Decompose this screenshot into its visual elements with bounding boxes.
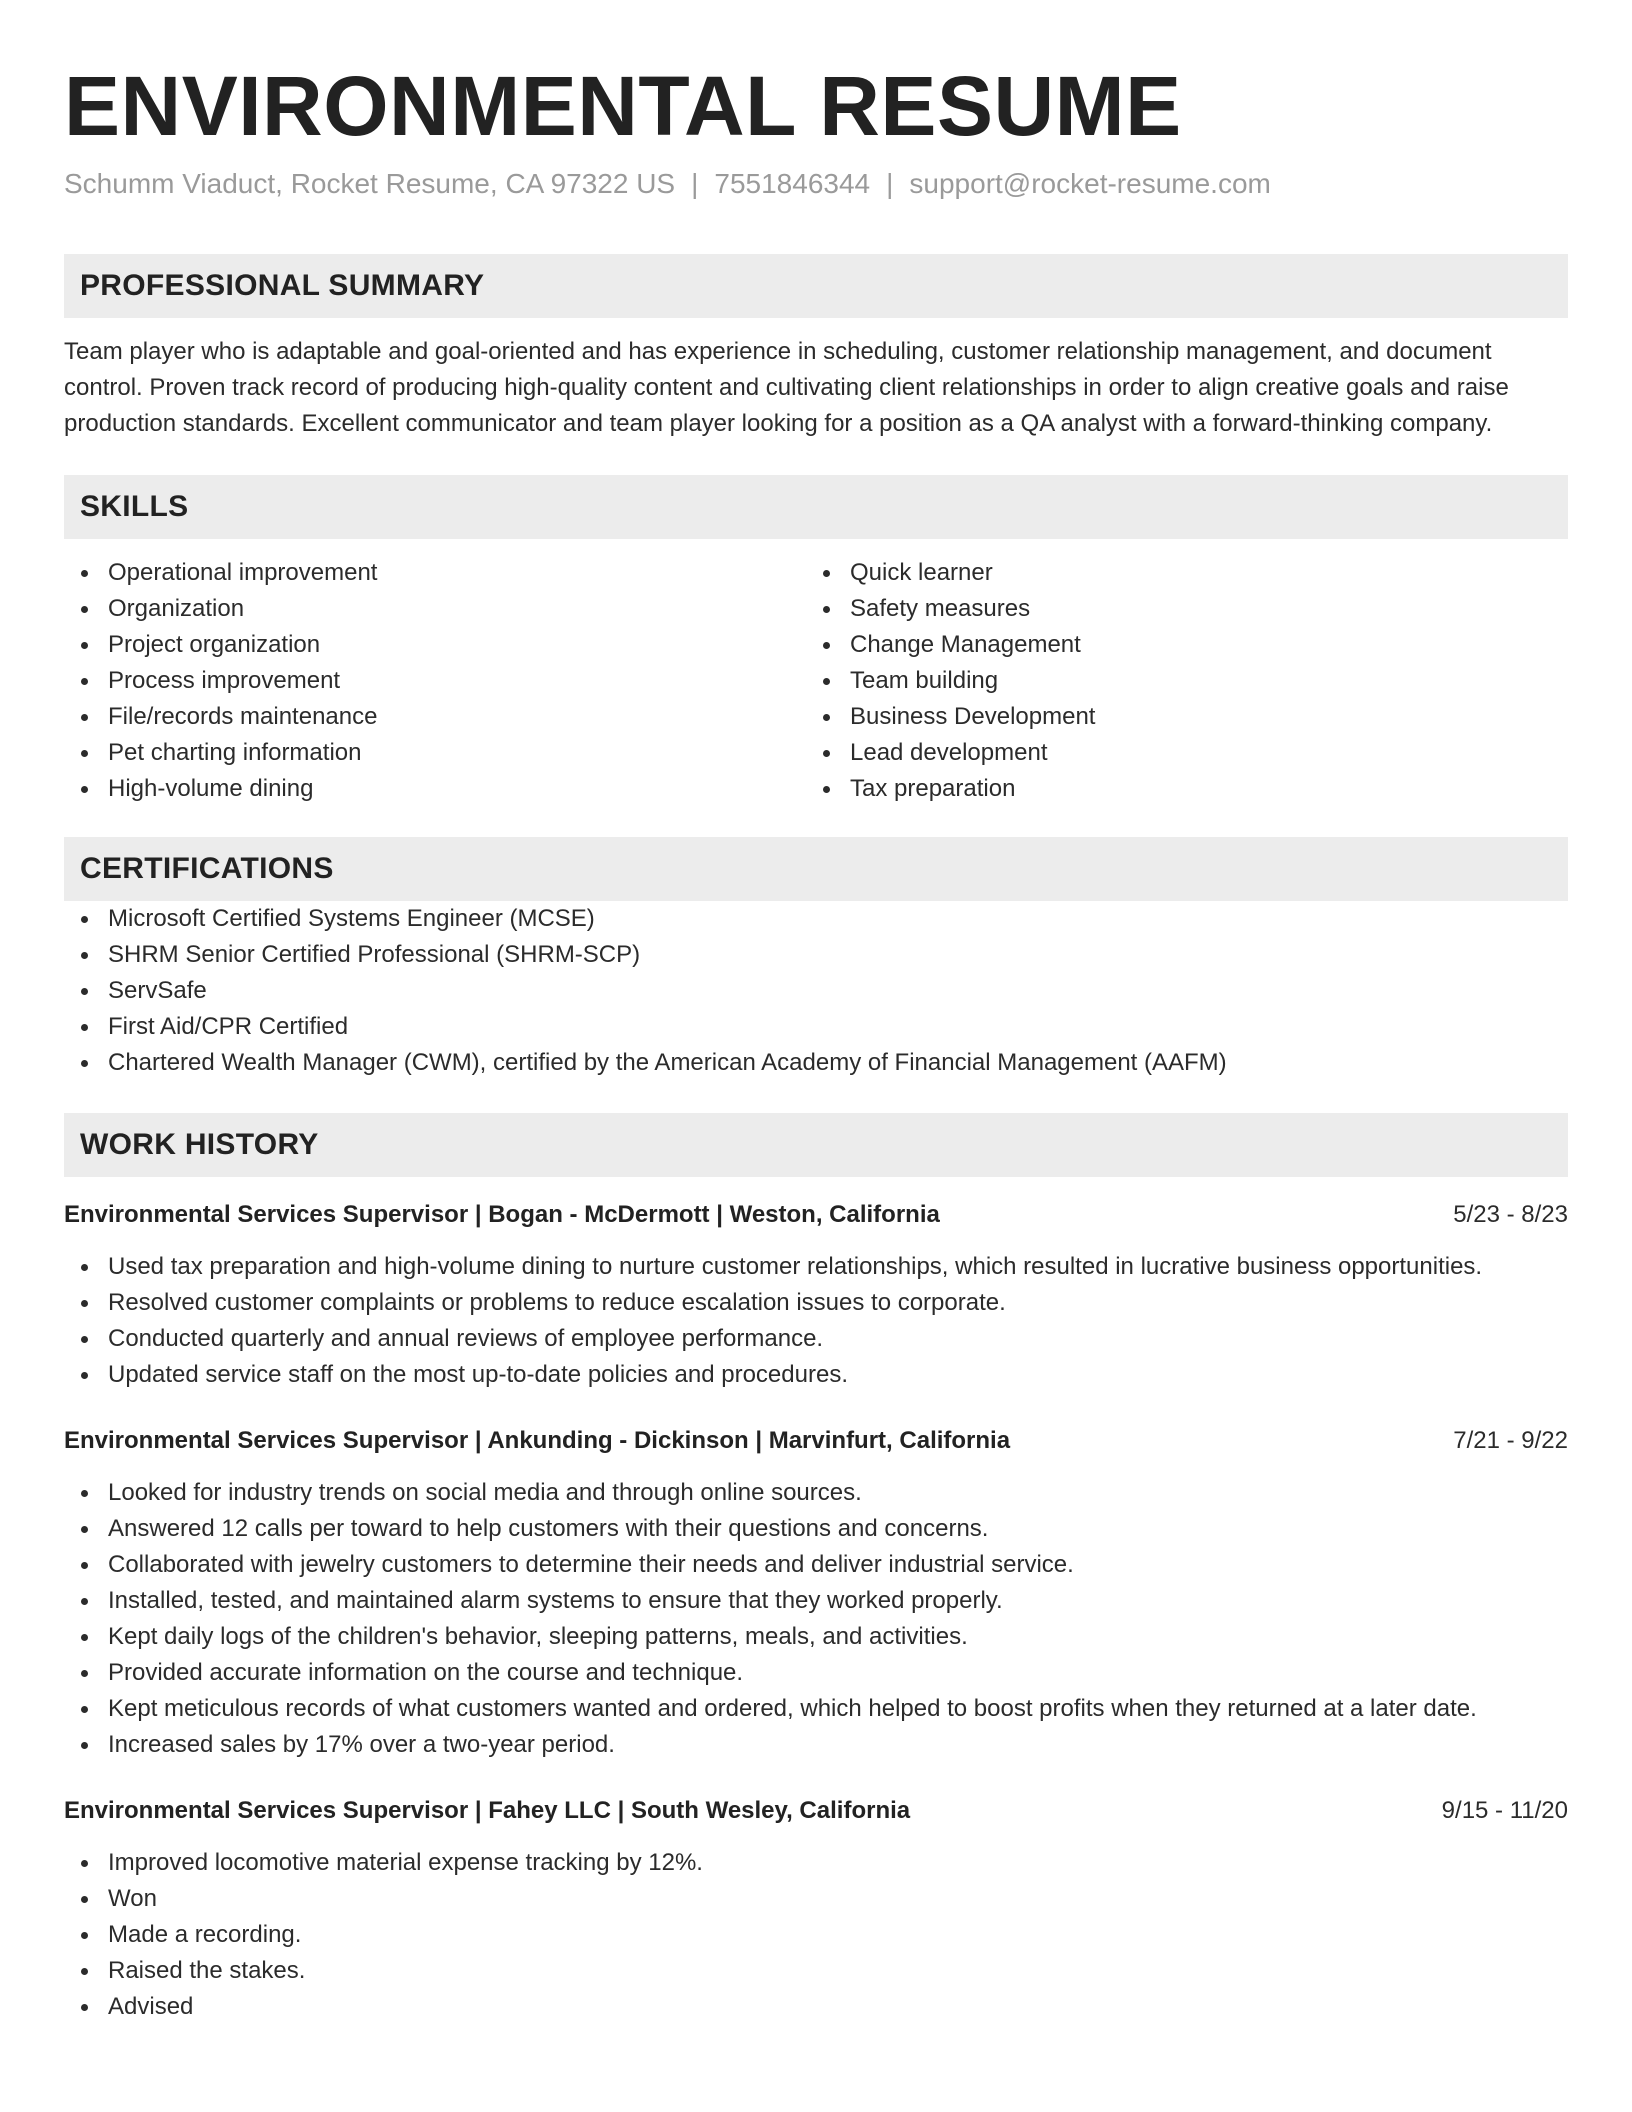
job-bullet: Used tax preparation and high-volume dining to nurture customer relationships, which resulted in lucrative business opportunities. xyxy=(64,1249,1568,1285)
contact-line xyxy=(64,164,1568,204)
job-bullet: Updated service staff on the most up-to-date policies and procedures. xyxy=(64,1357,1568,1393)
job-entry xyxy=(64,1197,1568,1393)
skill-item: Process improvement xyxy=(64,663,806,699)
skill-item: Organization xyxy=(64,591,806,627)
skill-item: Safety measures xyxy=(806,591,1548,627)
job-header xyxy=(64,1793,1568,1829)
job-dates: 7/21 - 9/22 xyxy=(1453,1427,1568,1454)
certification-item: First Aid/CPR Certified xyxy=(64,1009,1568,1045)
job-bullet: Made a recording. xyxy=(64,1917,1568,1953)
skill-item: Tax preparation xyxy=(806,771,1548,807)
skills-column-right xyxy=(806,555,1548,807)
skill-item: Lead development xyxy=(806,735,1548,771)
job-title: Environmental Services Supervisor | Bogan - McDermott | Weston, California xyxy=(64,1201,940,1228)
job-entry xyxy=(64,1423,1568,1763)
job-bullet: Improved locomotive material expense tracking by 12%. xyxy=(64,1845,1568,1881)
certification-item: Chartered Wealth Manager (CWM), certified by the American Academy of Financial Management (AAFM) xyxy=(64,1045,1568,1081)
job-header xyxy=(64,1423,1568,1459)
skill-item: Change Management xyxy=(806,627,1548,663)
job-bullet: Kept meticulous records of what customers wanted and ordered, which helped to boost profits when they returned at a later date. xyxy=(64,1691,1568,1727)
resume-page xyxy=(64,50,1568,2025)
contact-separator: | xyxy=(886,168,894,199)
job-bullet: Won xyxy=(64,1881,1568,1917)
job-bullet: Kept daily logs of the children's behavior, sleeping patterns, meals, and activities. xyxy=(64,1619,1568,1655)
skill-item: Business Development xyxy=(806,699,1548,735)
job-bullet: Answered 12 calls per toward to help customers with their questions and concerns. xyxy=(64,1511,1568,1547)
job-bullet: Looked for industry trends on social media and through online sources. xyxy=(64,1475,1568,1511)
section-heading-skills: SKILLS xyxy=(64,475,1568,539)
skill-item: Team building xyxy=(806,663,1548,699)
skills-columns xyxy=(64,555,1568,807)
job-bullet: Advised xyxy=(64,1989,1568,2025)
skill-item: High-volume dining xyxy=(64,771,806,807)
section-heading-summary: PROFESSIONAL SUMMARY xyxy=(64,254,1568,318)
skills-list-right xyxy=(806,555,1548,807)
job-bullet: Resolved customer complaints or problems to reduce escalation issues to corporate. xyxy=(64,1285,1568,1321)
job-bullet: Conducted quarterly and annual reviews of employee performance. xyxy=(64,1321,1568,1357)
job-dates: 5/23 - 8/23 xyxy=(1453,1201,1568,1228)
certification-item: Microsoft Certified Systems Engineer (MCSE) xyxy=(64,901,1568,937)
skills-column-left xyxy=(64,555,806,807)
job-bullet: Installed, tested, and maintained alarm systems to ensure that they worked properly. xyxy=(64,1583,1568,1619)
job-title: Environmental Services Supervisor | Ankunding - Dickinson | Marvinfurt, California xyxy=(64,1427,1011,1454)
skill-item: Project organization xyxy=(64,627,806,663)
job-entry xyxy=(64,1793,1568,2025)
contact-email: support@rocket-resume.com xyxy=(909,168,1271,199)
job-bullet: Collaborated with jewelry customers to determine their needs and deliver industrial service. xyxy=(64,1547,1568,1583)
job-header xyxy=(64,1197,1568,1233)
job-bullet: Raised the stakes. xyxy=(64,1953,1568,1989)
job-dates: 9/15 - 11/20 xyxy=(1441,1797,1568,1824)
skill-item: Operational improvement xyxy=(64,555,806,591)
resume-title: ENVIRONMENTAL RESUME xyxy=(64,59,1182,153)
skills-list-left xyxy=(64,555,806,807)
job-bullets xyxy=(64,1249,1568,1393)
contact-phone: 7551846344 xyxy=(714,168,871,199)
skill-item: File/records maintenance xyxy=(64,699,806,735)
job-bullet: Increased sales by 17% over a two-year period. xyxy=(64,1727,1568,1763)
certifications-list xyxy=(64,901,1568,1081)
job-bullets xyxy=(64,1475,1568,1763)
job-bullets xyxy=(64,1845,1568,2025)
section-heading-work-history: WORK HISTORY xyxy=(64,1113,1568,1177)
skill-item: Pet charting information xyxy=(64,735,806,771)
job-bullet: Provided accurate information on the course and technique. xyxy=(64,1655,1568,1691)
certification-item: ServSafe xyxy=(64,973,1568,1009)
contact-separator: | xyxy=(691,168,699,199)
certification-item: SHRM Senior Certified Professional (SHRM-SCP) xyxy=(64,937,1568,973)
skill-item: Quick learner xyxy=(806,555,1548,591)
job-title: Environmental Services Supervisor | Fahey LLC | South Wesley, California xyxy=(64,1797,911,1824)
summary-text: Team player who is adaptable and goal-oriented and has experience in scheduling, customer relationship management, and document control. Proven track record of producing high-quality content and cultivating client relationships in order to align creative goals and raise production standards. Excellent communicator and team player looking for a position as a QA analyst with a forward-thinking company. xyxy=(64,338,1509,437)
contact-address: Schumm Viaduct, Rocket Resume, CA 97322 US xyxy=(64,168,676,199)
section-heading-certifications: CERTIFICATIONS xyxy=(64,837,1568,901)
